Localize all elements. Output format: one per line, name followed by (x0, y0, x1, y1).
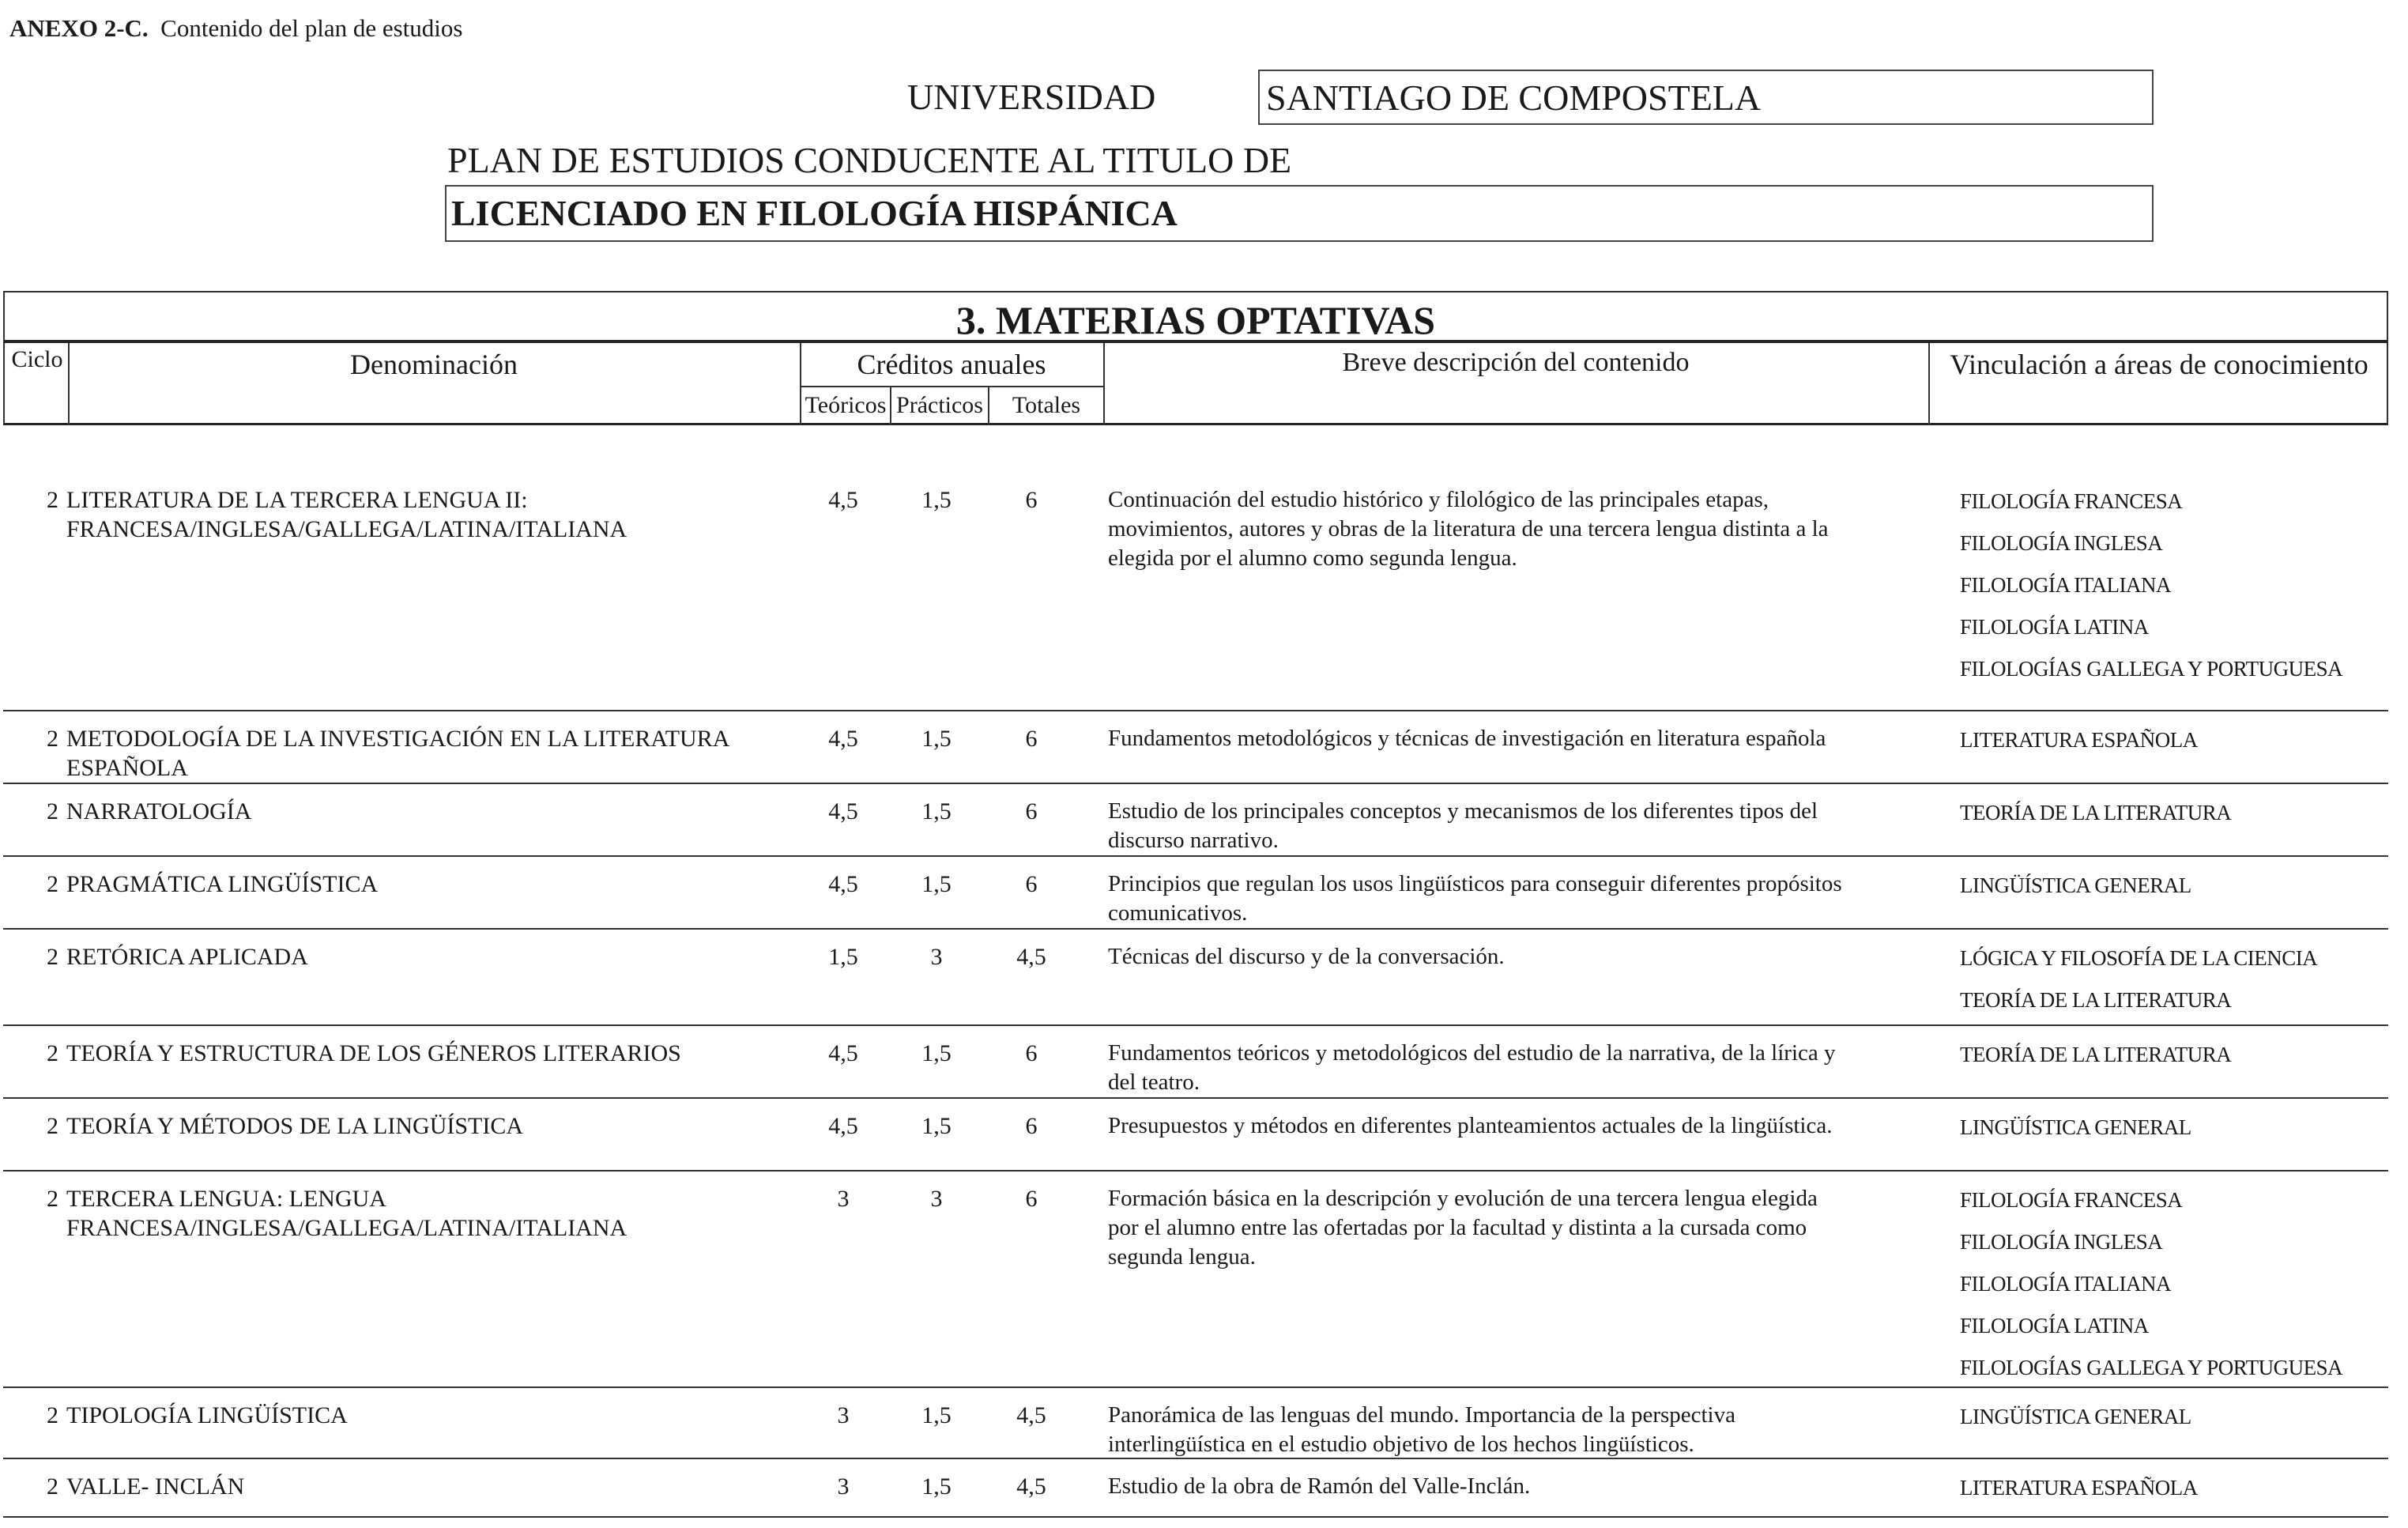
denominacion-cell (66, 1472, 778, 1501)
areas-cell (1960, 865, 2387, 907)
creditos-divider (800, 386, 1103, 387)
area-item: LINGÜÍSTICA GENERAL (1960, 1115, 2191, 1139)
ciclo-cell: 2 (47, 1402, 58, 1428)
denominacion-cell (66, 942, 778, 972)
denominacion-line: RETÓRICA APLICADA (66, 944, 308, 970)
table-row (3, 711, 2388, 784)
table-row (3, 930, 2388, 1026)
col-denominacion: Denominación (350, 349, 518, 380)
col-descripcion: Breve descripción del contenido (1342, 348, 1690, 377)
descripcion-line: Estudio de los principales conceptos y mecanismos de los diferentes tipos del (1108, 798, 1818, 824)
table-row (3, 784, 2388, 857)
descripcion-line: Panorámica de las lenguas del mundo. Importancia de la perspectiva (1108, 1402, 1735, 1428)
col-vinculacion: Vinculación a áreas de conocimiento (1950, 349, 2368, 380)
ciclo-cell: 2 (47, 1186, 58, 1212)
descripcion-cell (1108, 1401, 1898, 1459)
ciclo-cell: 2 (47, 1113, 58, 1139)
totales-cell: 4,5 (1016, 1473, 1046, 1500)
area-item: FILOLOGÍA FRANCESA (1960, 1188, 2183, 1212)
annex-title: Contenido del plan de estudios (160, 14, 463, 42)
areas-cell (1960, 1179, 2387, 1389)
descripcion-line: Estudio de la obra de Ramón del Valle-Inclán. (1108, 1473, 1531, 1499)
descripcion-cell (1108, 724, 1898, 753)
teoricos-cell: 4,5 (828, 1113, 858, 1139)
descripcion-cell (1108, 485, 1898, 573)
practicos-cell: 1,5 (921, 1113, 952, 1139)
totales-cell: 6 (1025, 1113, 1038, 1139)
table-row (3, 1171, 2388, 1388)
area-item: FILOLOGÍA ITALIANA (1960, 573, 2172, 597)
totales-cell: 4,5 (1016, 944, 1046, 970)
denominacion-cell (66, 870, 778, 899)
teoricos-cell: 4,5 (828, 487, 858, 513)
table-header (3, 343, 2388, 425)
descripcion-line: interlingüística en el estudio objetivo de los hechos lingüísticos. (1108, 1432, 1694, 1457)
descripcion-line: Continuación del estudio histórico y filológico de las principales etapas, (1108, 487, 1769, 512)
ciclo-cell: 2 (47, 1473, 58, 1500)
area-item: FILOLOGÍA ITALIANA (1960, 1272, 2172, 1296)
areas-cell (1960, 938, 2387, 1021)
area-item: FILOLOGÍA INGLESA (1960, 531, 2163, 555)
descripcion-line: Técnicas del discurso y de la conversación. (1108, 944, 1505, 969)
totales-cell: 6 (1025, 1186, 1038, 1212)
practicos-cell: 1,5 (921, 1473, 952, 1500)
descripcion-line: elegida por el alumno como segunda lengua. (1108, 545, 1517, 571)
descripcion-line: Fundamentos teóricos y metodológicos del estudio de la narrativa, de la lírica y (1108, 1040, 1836, 1066)
area-item: LITERATURA ESPAÑOLA (1960, 728, 2198, 752)
practicos-cell: 1,5 (921, 798, 952, 824)
area-item: FILOLOGÍA LATINA (1960, 615, 2149, 639)
table-row (3, 857, 2388, 930)
descripcion-line: Fundamentos metodológicos y técnicas de investigación en literatura española (1108, 726, 1826, 751)
denominacion-cell (66, 485, 778, 544)
table-row (3, 1026, 2388, 1099)
totales-cell: 6 (1025, 487, 1038, 513)
area-item: LITERATURA ESPAÑOLA (1960, 1476, 2198, 1500)
descripcion-line: segunda lengua. (1108, 1244, 1256, 1270)
area-item: FILOLOGÍA INGLESA (1960, 1230, 2163, 1254)
ciclo-cell: 2 (47, 487, 58, 513)
annex-heading (9, 14, 462, 43)
university-name: SANTIAGO DE COMPOSTELA (1258, 70, 2154, 125)
section-title: 3. MATERIAS OPTATIVAS (955, 298, 1436, 342)
area-item: TEORÍA DE LA LITERATURA (1960, 801, 2232, 824)
denominacion-line: VALLE- INCLÁN (66, 1473, 245, 1500)
ciclo-cell: 2 (47, 871, 58, 897)
area-item: LINGÜÍSTICA GENERAL (1960, 1405, 2191, 1428)
area-item: FILOLOGÍA LATINA (1960, 1314, 2149, 1337)
practicos-cell: 1,5 (921, 871, 952, 897)
descripcion-line: del teatro. (1108, 1070, 1200, 1095)
area-item: TEORÍA DE LA LITERATURA (1960, 988, 2232, 1012)
areas-cell (1960, 1467, 2387, 1509)
col-ciclo: Ciclo (11, 346, 63, 372)
descripcion-cell (1108, 1111, 1898, 1141)
descripcion-cell (1108, 870, 1898, 928)
denominacion-line: ESPAÑOLA (66, 755, 188, 781)
areas-cell (1960, 1034, 2387, 1076)
areas-cell (1960, 1107, 2387, 1149)
annex-code: ANEXO 2-C. (9, 14, 149, 42)
descripcion-line: comunicativos. (1108, 900, 1248, 926)
descripcion-line: Formación básica en la descripción y evolución de una tercera lengua elegida (1108, 1186, 1818, 1211)
table-row (3, 1099, 2388, 1171)
denominacion-line: LITERATURA DE LA TERCERA LENGUA II: (66, 487, 528, 513)
table-row (3, 435, 2388, 711)
ciclo-cell: 2 (47, 798, 58, 824)
col-creditos: Créditos anuales (857, 349, 1046, 380)
practicos-cell: 3 (930, 1186, 943, 1212)
teoricos-cell: 4,5 (828, 1040, 858, 1066)
ciclo-cell: 2 (47, 944, 58, 970)
areas-cell (1960, 719, 2387, 761)
denominacion-line: NARRATOLOGÍA (66, 798, 252, 824)
table-row (3, 1388, 2388, 1459)
denominacion-cell (66, 1111, 778, 1141)
denominacion-line: TIPOLOGÍA LINGÜÍSTICA (66, 1402, 348, 1428)
teoricos-cell: 4,5 (828, 871, 858, 897)
table-row (3, 1459, 2388, 1518)
area-item: TEORÍA DE LA LITERATURA (1960, 1043, 2232, 1066)
teoricos-cell: 1,5 (828, 944, 858, 970)
col-totales: Totales (1012, 392, 1081, 418)
denominacion-line: PRAGMÁTICA LINGÜÍSTICA (66, 871, 379, 897)
denominacion-cell (66, 797, 778, 826)
descripcion-line: por el alumno entre las ofertadas por la facultad y distinta a la cursada como (1108, 1215, 1807, 1240)
areas-cell (1960, 792, 2387, 834)
descripcion-line: discurso narrativo. (1108, 828, 1279, 853)
totales-cell: 6 (1025, 1040, 1038, 1066)
teoricos-cell: 3 (837, 1473, 850, 1500)
denominacion-line: FRANCESA/INGLESA/GALLEGA/LATINA/ITALIANA (66, 1215, 627, 1241)
practicos-cell: 1,5 (921, 726, 952, 752)
practicos-cell: 1,5 (921, 1402, 952, 1428)
plan-label: PLAN DE ESTUDIOS CONDUCENTE AL TITULO DE (447, 140, 1292, 180)
denominacion-line: FRANCESA/INGLESA/GALLEGA/LATINA/ITALIANA (66, 516, 627, 542)
areas-cell (1960, 1396, 2387, 1438)
col-practicos: Prácticos (896, 392, 983, 418)
denominacion-cell (66, 1184, 778, 1243)
denominacion-cell (66, 1401, 778, 1430)
degree-title: LICENCIADO EN FILOLOGÍA HISPÁNICA (445, 185, 2154, 242)
ciclo-cell: 2 (47, 1040, 58, 1066)
denominacion-line: TEORÍA Y ESTRUCTURA DE LOS GÉNEROS LITERARIOS (66, 1040, 681, 1066)
university-label: UNIVERSIDAD (907, 77, 1156, 117)
area-item: FILOLOGÍAS GALLEGA Y PORTUGUESA (1960, 657, 2343, 681)
descripcion-cell (1108, 1039, 1898, 1097)
practicos-cell: 3 (930, 944, 943, 970)
descripcion-cell (1108, 1184, 1898, 1272)
totales-cell: 4,5 (1016, 1402, 1046, 1428)
practicos-cell: 1,5 (921, 1040, 952, 1066)
area-item: LÓGICA Y FILOSOFÍA DE LA CIENCIA (1960, 946, 2318, 970)
descripcion-cell (1108, 1472, 1898, 1501)
teoricos-cell: 3 (837, 1186, 850, 1212)
areas-cell (1960, 481, 2387, 690)
area-item: FILOLOGÍAS GALLEGA Y PORTUGUESA (1960, 1356, 2343, 1379)
totales-cell: 6 (1025, 726, 1038, 752)
area-item: FILOLOGÍA FRANCESA (1960, 489, 2183, 513)
totales-cell: 6 (1025, 871, 1038, 897)
descripcion-line: movimientos, autores y obras de la literatura de una tercera lengua distinta a la (1108, 516, 1829, 541)
totales-cell: 6 (1025, 798, 1038, 824)
col-teoricos: Teóricos (805, 392, 887, 418)
teoricos-cell: 3 (837, 1402, 850, 1428)
descripcion-line: Principios que regulan los usos lingüísticos para conseguir diferentes propósitos (1108, 871, 1842, 896)
denominacion-line: METODOLOGÍA DE LA INVESTIGACIÓN EN LA LITERATURA (66, 726, 730, 752)
denominacion-line: TEORÍA Y MÉTODOS DE LA LINGÜÍSTICA (66, 1113, 524, 1139)
descripcion-cell (1108, 942, 1898, 972)
denominacion-cell (66, 724, 778, 783)
area-item: LINGÜÍSTICA GENERAL (1960, 873, 2191, 897)
ciclo-cell: 2 (47, 726, 58, 752)
teoricos-cell: 4,5 (828, 726, 858, 752)
descripcion-cell (1108, 797, 1898, 855)
practicos-cell: 1,5 (921, 487, 952, 513)
denominacion-line: TERCERA LENGUA: LENGUA (66, 1186, 386, 1212)
section-header (3, 291, 2388, 343)
teoricos-cell: 4,5 (828, 798, 858, 824)
descripcion-line: Presupuestos y métodos en diferentes planteamientos actuales de la lingüística. (1108, 1113, 1833, 1138)
denominacion-cell (66, 1039, 778, 1068)
optional-subjects-table (3, 291, 2388, 1518)
